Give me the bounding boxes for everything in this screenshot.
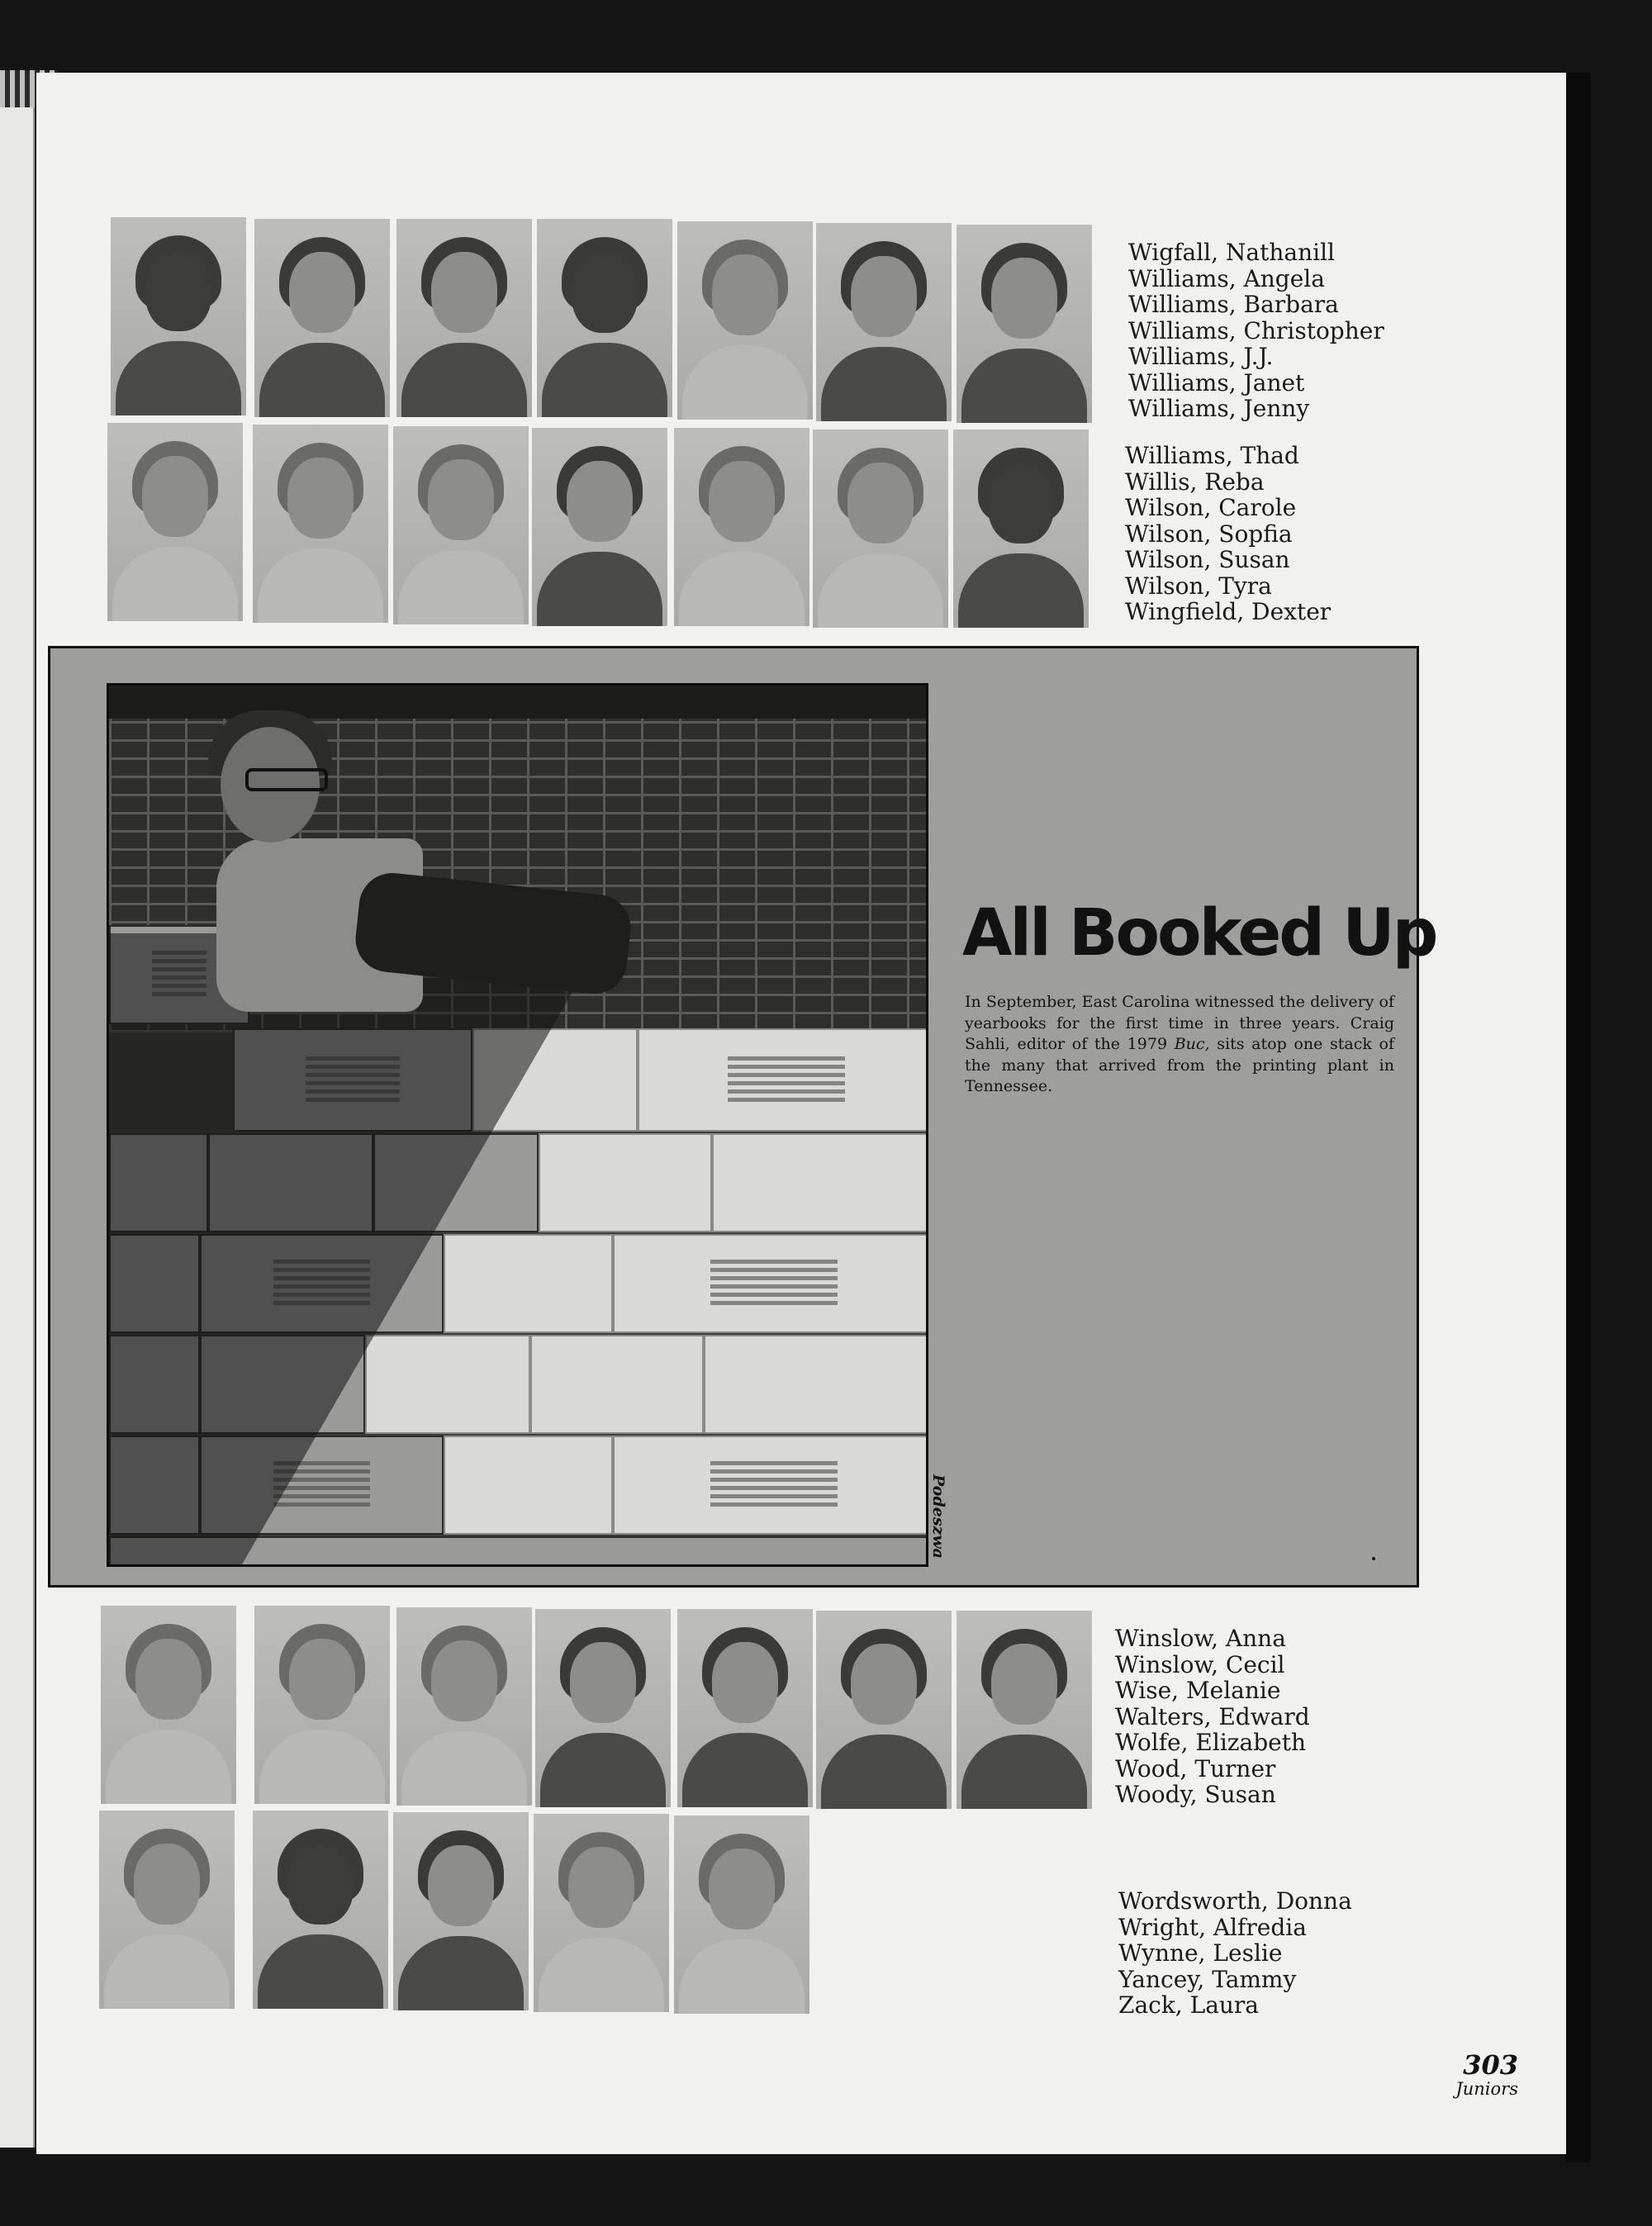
feature-caption — [965, 992, 1394, 1098]
ceiling-shadow — [109, 686, 926, 719]
portrait-winslow-anna — [101, 1606, 236, 1804]
portrait-walters-edward — [535, 1609, 671, 1807]
page-number: 303 — [1463, 2049, 1518, 2081]
portrait-wilson-carole — [393, 426, 529, 624]
portrait-willis-reba — [253, 425, 388, 623]
portrait-wingfield-dexter — [953, 430, 1089, 628]
name-entry: Wynne, Leslie — [1118, 1939, 1283, 1967]
name-entry: Williams, Barbara — [1128, 291, 1339, 318]
portrait-winslow-cecil — [254, 1606, 390, 1804]
portrait-williams-angela — [254, 219, 390, 417]
name-entry: Willis, Reba — [1125, 468, 1265, 496]
name-entry: Wilson, Susan — [1125, 546, 1290, 573]
portrait-wynne-leslie — [393, 1812, 529, 2010]
name-entry: Wilson, Sopfia — [1125, 520, 1293, 548]
eyeglasses — [245, 768, 328, 791]
name-entry: Williams, Jenny — [1128, 395, 1310, 422]
portrait-williams-jenny — [957, 225, 1092, 423]
portrait-williams-christopher — [537, 219, 672, 417]
name-entry: Wilson, Tyra — [1125, 572, 1272, 600]
portrait-zack-laura — [674, 1815, 809, 2014]
name-entry: Yancey, Tammy — [1118, 1965, 1297, 1993]
name-entry: Wigfall, Nathanill — [1128, 239, 1336, 266]
portrait-wilson-tyra — [813, 430, 948, 628]
page-folio — [1427, 2049, 1518, 2099]
cover-edge — [1565, 73, 1590, 2162]
name-entry: Winslow, Anna — [1115, 1625, 1286, 1652]
caption-publication-title: Buc, — [1174, 1035, 1210, 1053]
name-entry: Wise, Melanie — [1115, 1677, 1281, 1704]
name-entry: Williams, Angela — [1128, 264, 1325, 292]
portrait-williams-janet — [816, 223, 952, 421]
portrait-woody-susan — [957, 1611, 1092, 1809]
feature-box — [48, 646, 1436, 1588]
name-entry: Zack, Laura — [1118, 1991, 1259, 2019]
portrait-wilson-sopfia — [532, 428, 667, 626]
name-entry: Wood, Turner — [1115, 1754, 1276, 1782]
portrait-wolfe-elizabeth — [677, 1609, 813, 1807]
name-entry: Williams, Janet — [1128, 368, 1305, 396]
caption-text: In September, East Carolina witnessed the delivery of yearbooks for the first time in three years. Craig Sahli, editor of the 1979 — [965, 993, 1394, 1053]
light-shadow — [109, 933, 926, 1567]
name-entry: Wolfe, Elizabeth — [1115, 1729, 1306, 1756]
photo-credit — [924, 1474, 957, 1565]
name-list-bottom-row2 — [1118, 1888, 1352, 2019]
name-entry: Williams, Thad — [1125, 442, 1299, 469]
yearbook-page — [36, 73, 1566, 2154]
name-list-bottom-row1 — [1115, 1626, 1310, 1808]
name-entry: Williams, J.J. — [1128, 343, 1274, 370]
portrait-williams-barbara — [396, 219, 532, 417]
portrait-wordsworth-donna — [99, 1811, 235, 2009]
portrait-williams-thad — [107, 423, 243, 621]
portrait-wise-melanie — [396, 1607, 532, 1806]
name-entry: Walters, Edward — [1115, 1702, 1310, 1730]
name-entry: Winslow, Cecil — [1115, 1650, 1285, 1678]
name-entry: Wingfield, Dexter — [1125, 598, 1332, 625]
print-speck — [1372, 1557, 1375, 1560]
portrait-yancey-tammy — [534, 1814, 669, 2012]
name-entry: Woody, Susan — [1115, 1781, 1276, 1808]
name-entry: Wilson, Carole — [1125, 494, 1297, 521]
photo-credit-text: Podeszwa — [928, 1474, 947, 1559]
section-label: Juniors — [1455, 2079, 1518, 2099]
portrait-williams-jj — [677, 221, 813, 420]
name-entry: Williams, Christopher — [1128, 316, 1384, 344]
feature-photo-stacked-yearbooks — [107, 683, 928, 1567]
name-entry: Wright, Alfredia — [1118, 1913, 1307, 1941]
name-entry: Wordsworth, Donna — [1118, 1887, 1352, 1915]
name-list-top-row2 — [1125, 443, 1331, 625]
portrait-wood-turner — [816, 1611, 952, 1809]
feature-headline: All Booked Up — [962, 896, 1436, 971]
name-list-top-row1 — [1128, 240, 1384, 422]
portrait-wigfall-nathanill — [111, 217, 246, 415]
portrait-wilson-susan — [674, 428, 809, 626]
caption-text: sits atop one stack of the many that arrived from the printing plant in Tennessee. — [965, 1035, 1394, 1095]
portrait-wright-alfredia — [253, 1811, 388, 2009]
facing-page-edge — [0, 107, 35, 2148]
